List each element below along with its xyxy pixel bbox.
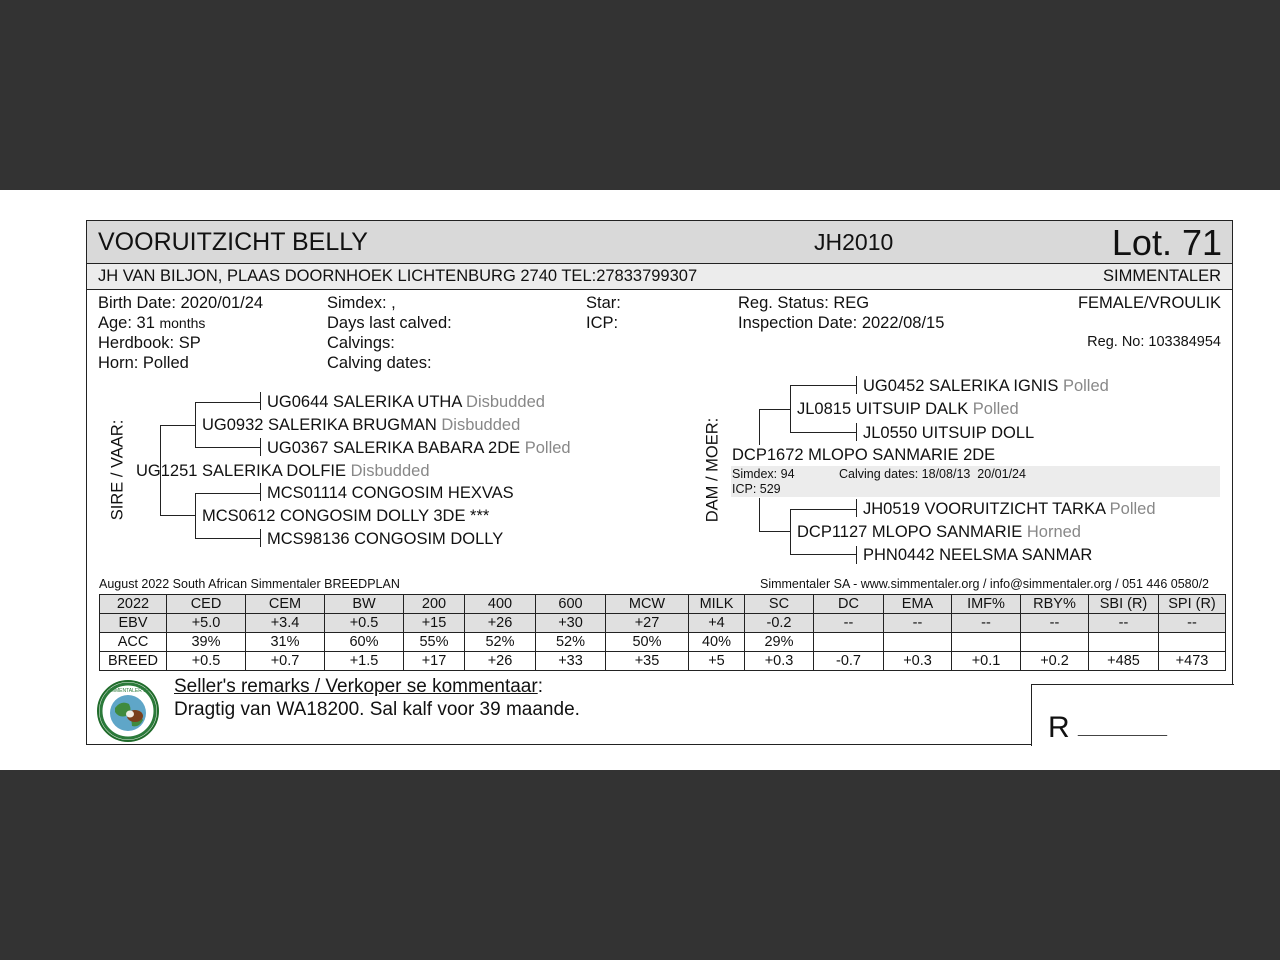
info-col-4 (738, 293, 944, 333)
dam: DCP1672 MLOPO SANMARIE 2DE (732, 446, 996, 464)
table-cell: +5 (689, 652, 745, 671)
info-col-1 (98, 293, 263, 373)
table-header: RBY% (1021, 595, 1089, 614)
table-cell: 50% (606, 633, 689, 652)
breedplan-contact: Simmentaler SA - www.simmentaler.org / info@simmentaler.org / 051 446 0580/2 (759, 577, 1209, 591)
table-cell: +0.5 (167, 652, 246, 671)
table-header: MCW (606, 595, 689, 614)
table-cell: +473 (1159, 652, 1226, 671)
tree-line (195, 493, 261, 494)
table-cell: ACC (100, 633, 167, 652)
table-header: EMA (884, 595, 952, 614)
dam-dam-dam: PHN0442 NEELSMA SANMAR (863, 546, 1093, 564)
birth-date: Birth Date: 2020/01/24 (98, 294, 264, 312)
table-cell: 29% (745, 633, 814, 652)
table-cell: -- (1159, 614, 1226, 633)
table-header: IMF% (952, 595, 1021, 614)
dam-sire-sire: UG0452 SALERIKA IGNIS Polled (863, 377, 1109, 395)
table-cell: +26 (465, 652, 536, 671)
ebv-table (99, 594, 1226, 671)
table-cell: +1.5 (325, 652, 404, 671)
table-cell: -- (952, 614, 1021, 633)
logo-text: SIMMENTALER SA (106, 688, 150, 694)
dam-calving-dates: Calving dates: 18/08/13 20/01/24 (839, 467, 1026, 481)
tree-line (790, 432, 857, 433)
table-cell: 52% (465, 633, 536, 652)
table-cell (1089, 633, 1159, 652)
table-cell: +17 (404, 652, 465, 671)
tree-line (790, 554, 857, 555)
breed-row (100, 652, 1226, 671)
tree-line (790, 385, 857, 386)
sire: UG1251 SALERIKA DOLFIE Disbudded (136, 462, 430, 480)
table-header: CED (167, 595, 246, 614)
tree-line (856, 423, 857, 441)
table-cell: 55% (404, 633, 465, 652)
table-cell: +0.3 (884, 652, 952, 671)
table-cell: +485 (1089, 652, 1159, 671)
dam-sire-dam: JL0550 UITSUIP DOLL (863, 424, 1035, 442)
price-label: R (1048, 711, 1070, 744)
tree-line (195, 402, 261, 403)
tree-line (856, 376, 857, 394)
icp: ICP: (586, 314, 619, 332)
table-cell: -- (814, 614, 884, 633)
table-header: SBI (R) (1089, 595, 1159, 614)
table-header: MILK (689, 595, 745, 614)
table-cell: -- (1021, 614, 1089, 633)
tree-line (759, 498, 760, 532)
sire-sire-sire: UG0644 SALERIKA UTHA Disbudded (267, 393, 545, 411)
animal-code: JH2010 (814, 229, 894, 255)
table-cell (814, 633, 884, 652)
dam-dam-sire: JH0519 VOORUITZICHT TARKA Polled (863, 500, 1156, 518)
ebv-row (100, 614, 1226, 633)
tree-line (195, 447, 261, 448)
tree-line (260, 438, 261, 456)
table-cell: 40% (689, 633, 745, 652)
animal-name: VOORUITZICHT BELLY (98, 228, 368, 256)
tree-line (856, 499, 857, 517)
table-cell: +27 (606, 614, 689, 633)
sire-label: SIRE / VAAR: (108, 419, 127, 521)
dam-sire: JL0815 UITSUIP DALK Polled (797, 400, 1019, 418)
table-header: 400 (465, 595, 536, 614)
tree-line (759, 409, 791, 410)
tree-line (790, 509, 791, 555)
sire-sire: UG0932 SALERIKA BRUGMAN Disbudded (202, 416, 521, 434)
table-cell: -- (1089, 614, 1159, 633)
table-cell (952, 633, 1021, 652)
table-cell: +15 (404, 614, 465, 633)
table-header: CEM (246, 595, 325, 614)
breedplan-caption: August 2022 South African Simmentaler BREEDPLAN (99, 577, 400, 591)
age: Age: 31 months (98, 314, 206, 332)
info-col-3 (586, 293, 621, 333)
simmentaler-logo (97, 680, 159, 742)
table-header: 2022 (100, 595, 167, 614)
tree-line (195, 538, 261, 539)
remarks-colon: : (537, 676, 543, 697)
table-cell: +3.4 (246, 614, 325, 633)
table-cell: 60% (325, 633, 404, 652)
table-header: 200 (404, 595, 465, 614)
table-header: 600 (536, 595, 606, 614)
days-last-calved: Days last calved: (327, 314, 452, 332)
dam-icp: ICP: 529 (732, 482, 781, 496)
reg-number: Reg. No: 103384954 (1087, 334, 1221, 350)
sex-label: FEMALE/VROULIK (1077, 294, 1221, 312)
table-cell: +0.7 (246, 652, 325, 671)
tree-line (260, 483, 261, 501)
acc-row (100, 633, 1226, 652)
table-cell: +0.5 (325, 614, 404, 633)
lot-number: Lot. 71 (1111, 222, 1222, 263)
tree-line (759, 409, 760, 445)
remarks-label: Seller's remarks / Verkoper se kommentaar (174, 676, 538, 697)
calvings: Calvings: (327, 334, 395, 352)
price-blank[interactable]: __________ (1078, 720, 1167, 737)
tree-line (260, 529, 261, 547)
reg-status: Reg. Status: REG (738, 294, 870, 312)
tree-line (856, 546, 857, 564)
table-header: SC (745, 595, 814, 614)
table-cell: +30 (536, 614, 606, 633)
star: Star: (586, 294, 621, 312)
sire-dam: MCS0612 CONGOSIM DOLLY 3DE *** (202, 507, 490, 525)
table-cell: 39% (167, 633, 246, 652)
horn-status: Horn: Polled (98, 354, 189, 372)
table-header: SPI (R) (1159, 595, 1226, 614)
globe-cow-icon (99, 682, 157, 740)
owner-details: JH VAN BILJON, PLAAS DOORNHOEK LICHTENBURG 2740 TEL:27833799307 (98, 267, 698, 285)
dam-label: DAM / MOER: (703, 417, 722, 523)
tree-line (759, 531, 791, 532)
ebv-header-row (100, 595, 1226, 614)
table-cell: +35 (606, 652, 689, 671)
inspection-date: Inspection Date: 2022/08/15 (738, 314, 945, 332)
table-cell (1159, 633, 1226, 652)
tree-line (260, 392, 261, 410)
table-header: DC (814, 595, 884, 614)
sire-dam-sire: MCS01114 CONGOSIM HEXVAS (267, 484, 514, 502)
tree-line (195, 402, 196, 448)
simdex: Simdex: , (327, 294, 396, 312)
table-cell: BREED (100, 652, 167, 671)
table-cell: +0.1 (952, 652, 1021, 671)
table-cell: +33 (536, 652, 606, 671)
table-cell (884, 633, 952, 652)
table-cell: -0.2 (745, 614, 814, 633)
breed-label: SIMMENTALER (1103, 267, 1221, 285)
tree-line (160, 515, 196, 516)
table-cell: -0.7 (814, 652, 884, 671)
table-header: BW (325, 595, 404, 614)
tree-line (195, 493, 196, 539)
table-cell: +26 (465, 614, 536, 633)
table-cell: -- (884, 614, 952, 633)
dam-dam: DCP1127 MLOPO SANMARIE Horned (797, 523, 1081, 541)
table-cell: 31% (246, 633, 325, 652)
sire-dam-dam: MCS98136 CONGOSIM DOLLY (267, 530, 504, 548)
tree-line (790, 385, 791, 433)
table-cell: 52% (536, 633, 606, 652)
dam-simdex: Simdex: 94 (732, 467, 795, 481)
calving-dates: Calving dates: (327, 354, 432, 372)
table-cell: +0.3 (745, 652, 814, 671)
herdbook: Herdbook: SP (98, 334, 201, 352)
tree-line (790, 509, 857, 510)
sire-sire-dam: UG0367 SALERIKA BABARA 2DE Polled (267, 439, 571, 457)
remarks-text: Dragtig van WA18200. Sal kalf voor 39 maande. (174, 699, 580, 720)
table-cell: +5.0 (167, 614, 246, 633)
table-cell: +4 (689, 614, 745, 633)
table-cell (1021, 633, 1089, 652)
tree-line (160, 425, 196, 426)
table-cell: +0.2 (1021, 652, 1089, 671)
info-col-2 (327, 293, 452, 373)
table-cell: EBV (100, 614, 167, 633)
remarks-heading (174, 676, 543, 698)
